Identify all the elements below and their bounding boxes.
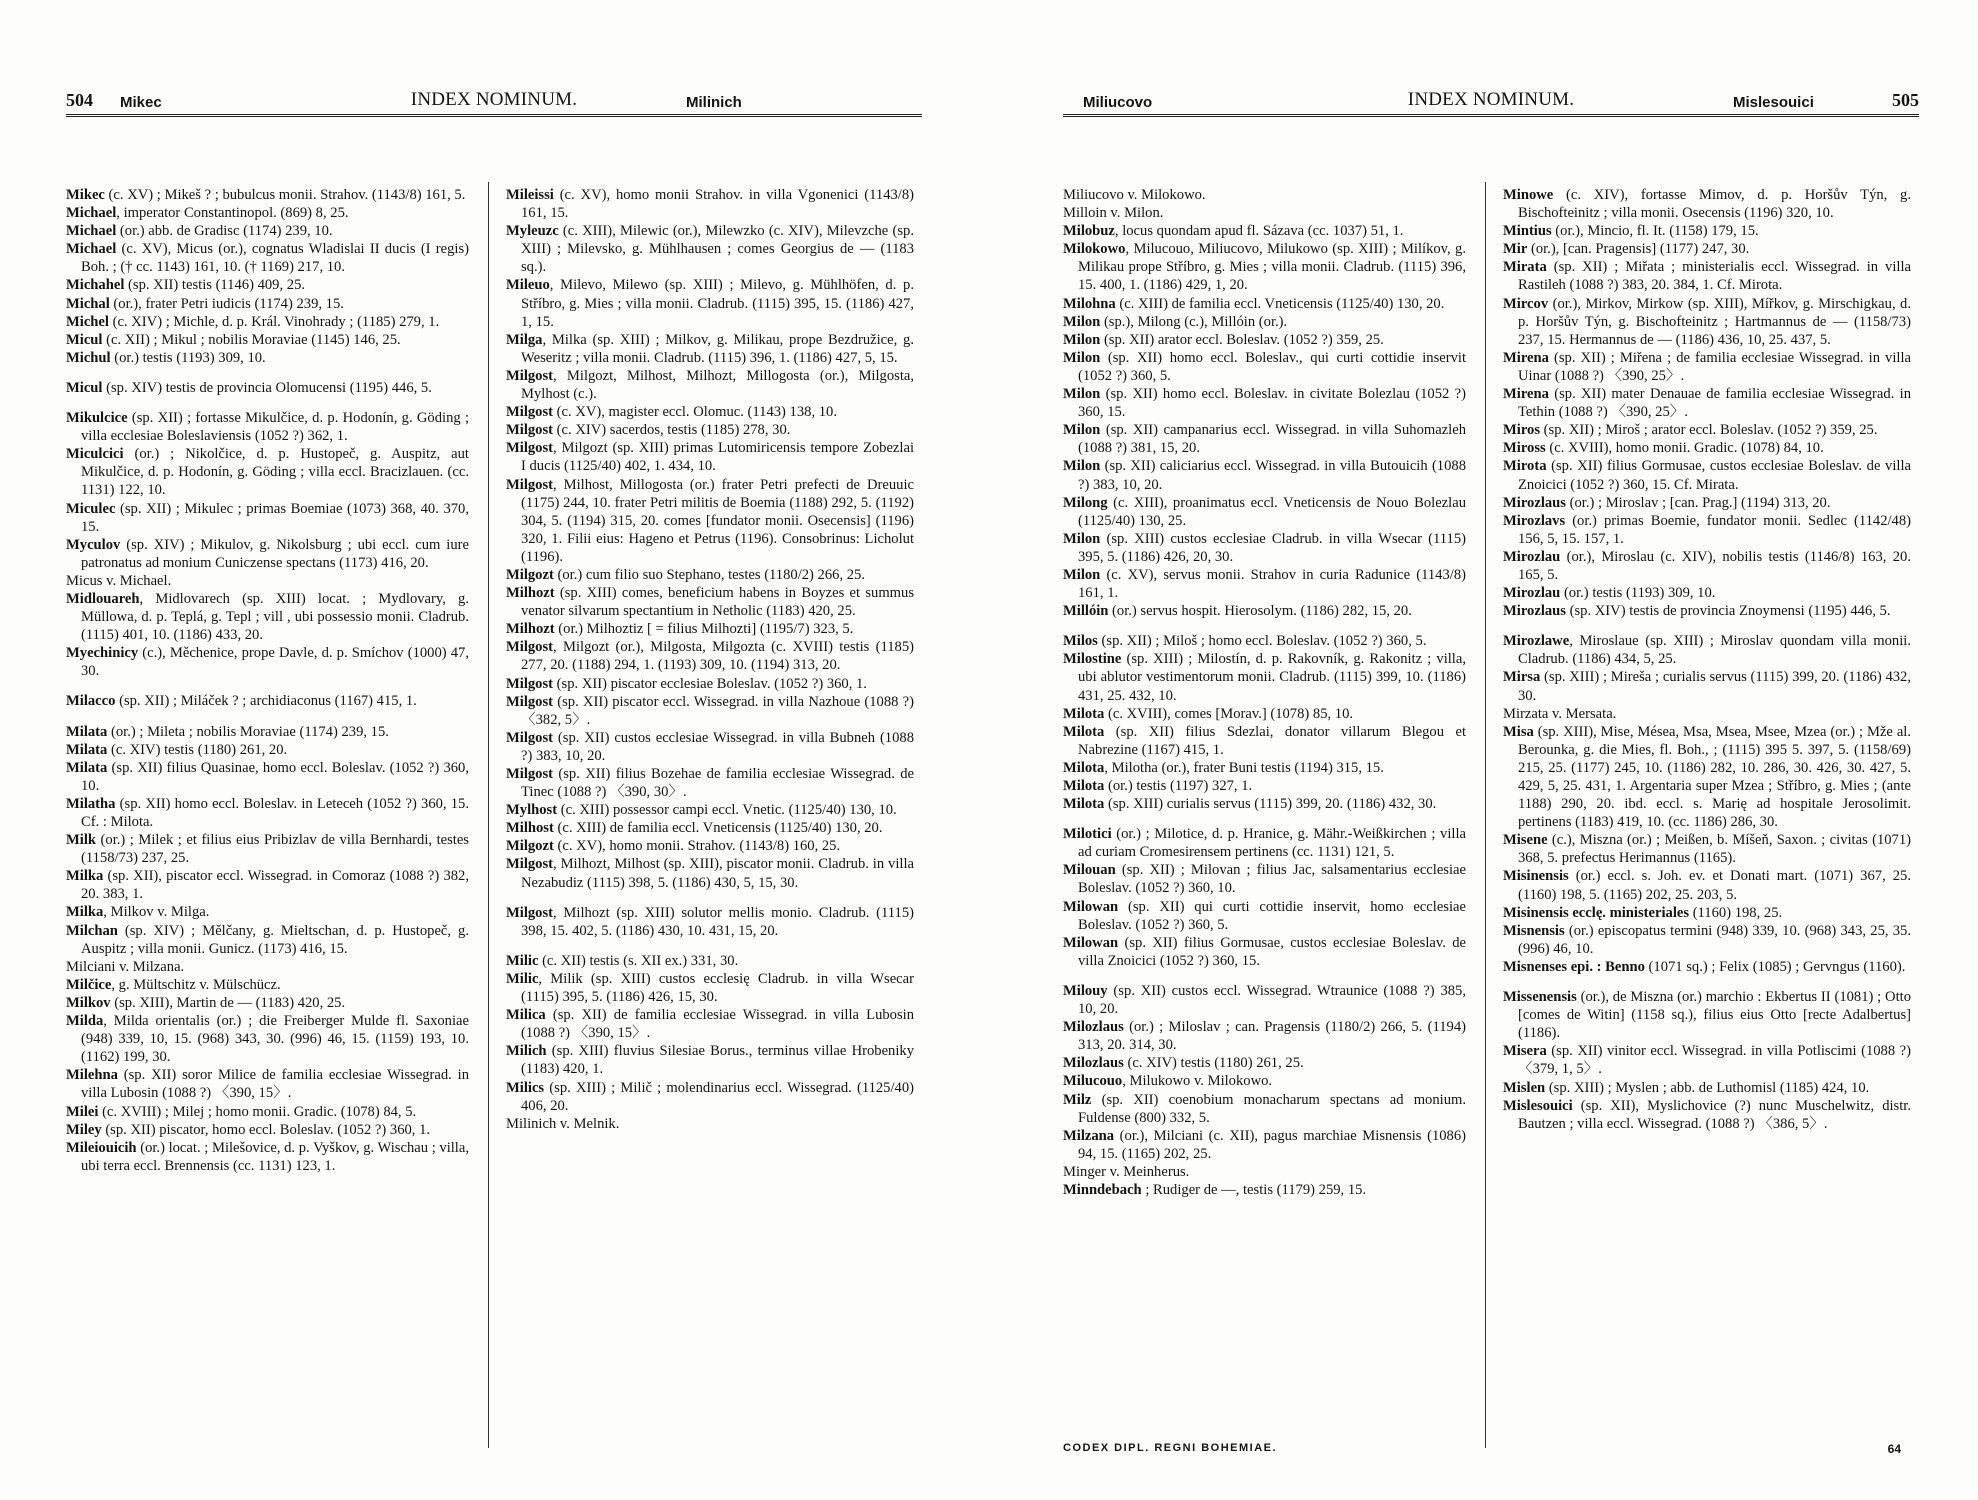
- index-entry: Milkov (sp. XIII), Martin de — (1183) 420, 25.: [66, 994, 346, 1011]
- index-entry: Milciani v. Milzana.: [66, 958, 185, 975]
- index-entry: Milohna (c. XIII) de familia eccl. Vneticensis (1125/40) 130, 20.: [1063, 295, 1445, 312]
- headword: Millóin: [1063, 603, 1109, 620]
- headword: Milz: [1063, 1091, 1092, 1108]
- headword: Milon: [1063, 349, 1101, 366]
- headword: Milgost: [506, 639, 554, 656]
- index-entry: Milota, Milotha (or.), frater Buni testis (1194) 315, 15.: [1063, 759, 1384, 776]
- headword: Milgost: [506, 422, 554, 439]
- headword: Mirozlavs: [1503, 512, 1566, 529]
- index-entry: Millóin (or.) servus hospit. Hierosolym. (1186) 282, 15, 20.: [1063, 603, 1412, 620]
- index-entry: Mirota (sp. XII) filius Gormusae, custos ecclesiae Boleslav. de villa Znoicici (1052 ?) 360, 15. Cf. Mirata.: [1503, 458, 1911, 493]
- headword: Milhozt: [506, 585, 555, 602]
- index-entry: Michul (or.) testis (1193) 309, 10.: [66, 349, 266, 366]
- headword: Misnenses epi. : Benno: [1503, 958, 1645, 975]
- index-entry: Michael (c. XV), Micus (or.), cognatus Wladislai II ducis (I regis) Boh. ; († cc. 1143) 161, 10. († 1169) 217, 10.: [66, 241, 469, 276]
- headword: Milics: [506, 1079, 545, 1096]
- headword: Milouy: [1063, 982, 1108, 999]
- headword: Milčice: [66, 976, 112, 993]
- headword: Mikec: [66, 187, 105, 203]
- headword: Missenensis: [1503, 989, 1577, 1006]
- headword: Milota: [1063, 796, 1105, 813]
- headword: Misnensis: [1503, 922, 1565, 939]
- index-entry: Miculcici (or.) ; Nikolčice, d. p. Hustopeč, g. Auspitz, aut Mikulčice, d. p. Hodonín, g. Göding ; villa eccl. Bracizlauen. (cc. 1131) 122, 10.: [66, 446, 469, 499]
- index-entry: Milic (c. XII) testis (s. XII ex.) 331, 30.: [506, 952, 739, 969]
- headword: Miross: [1503, 440, 1546, 457]
- headword: Mikulcice: [66, 410, 128, 427]
- headword: Milic: [506, 952, 539, 969]
- index-entry: Milatha (sp. XII) homo eccl. Boleslav. in Leteceh (1052 ?) 360, 15. Cf. : Milota.: [66, 795, 469, 830]
- headword: Mislen: [1503, 1079, 1546, 1096]
- index-entry: Milota (sp. XII) filius Sdezlai, donator villarum Blegou et Nabrezine (1167) 415, 1.: [1063, 723, 1466, 758]
- index-entry: Milic, Milik (sp. XIII) custos ecclesię Cladrub. in villa Wsecar (1115) 395, 5. (1186) 426, 15, 30.: [506, 970, 914, 1006]
- index-entry: Misnenses epi. : Benno (1071 sq.) ; Felix (1085) ; Gervngus (1160).: [1503, 958, 1906, 975]
- headword: Miley: [66, 1121, 102, 1138]
- headword: Myleuzc: [506, 223, 559, 240]
- index-entry: Milhozt (or.) Milhoztiz [ = filius Milhozti] (1195/7) 323, 5.: [506, 621, 854, 638]
- headword: Milic: [506, 970, 539, 987]
- headword: Misinensis: [1503, 868, 1569, 885]
- page-title: INDEX NOMINUM.: [1407, 89, 1575, 110]
- headword: Michael: [66, 241, 117, 258]
- index-entry: Milon (sp. XII) arator eccl. Boleslav. (1052 ?) 359, 25.: [1063, 331, 1384, 348]
- index-entry: Milgozt (c. XV), homo monii. Strahov. (1143/8) 160, 25.: [506, 838, 841, 855]
- headword: Milon: [1063, 422, 1101, 439]
- index-entry: Milda, Milda orientalis (or.) ; die Freiberger Mulde fl. Saxoniae (948) 339, 10, 15. (968) 343, 30. (996) 46, 15. (1159) 193, 10. (1162) 199, 30.: [66, 1013, 469, 1066]
- headword: Milk: [66, 832, 96, 849]
- index-entry: Myculov (sp. XIV) ; Mikulov, g. Nikolsburg ; ubi eccl. cum iure patronatus ad monium Cuniczense spectans (1173) 416, 20.: [66, 536, 469, 571]
- index-entry: Milacco (sp. XII) ; Miláček ? ; archidiaconus (1167) 415, 1.: [66, 693, 417, 710]
- first-word-guide: Mikec: [120, 94, 162, 111]
- headword: Milota: [1063, 778, 1105, 794]
- headword: Mirozlaus: [1503, 494, 1566, 511]
- headword: Milota: [1063, 723, 1105, 740]
- headword: Milozlaus: [1063, 1055, 1124, 1072]
- index-entry: Milhost (c. XIII) de familia eccl. Vneticensis (1125/40) 130, 20.: [506, 820, 883, 837]
- index-entry: Milgost (sp. XII) filius Bozehae de familia ecclesiae Wissegrad. de Tinec (1088 ?) 〈390, 30〉.: [506, 766, 914, 801]
- index-entry: Miliucovo v. Milokowo.: [1063, 187, 1206, 203]
- headword: Mircov: [1503, 295, 1549, 312]
- headword: Milich: [506, 1043, 547, 1060]
- headword: Milon: [1063, 386, 1101, 403]
- headword: Mirata: [1503, 259, 1547, 276]
- index-entry: Milon (sp. XII) campanarius eccl. Wissegrad. in villa Suhomazleh (1088 ?) 381, 15, 20.: [1063, 422, 1466, 457]
- index-entry: Mikec (c. XV) ; Mikeš ? ; bubulcus monii. Strahov. (1143/8) 161, 5.: [66, 187, 466, 203]
- index-entry: Milehna (sp. XII) soror Milice de familia ecclesiae Wissegrad. in villa Lubosin (1088 ?) 〈390, 15〉.: [66, 1067, 469, 1102]
- index-entry: Misera (sp. XII) vinitor eccl. Wissegrad. in villa Potliscimi (1088 ?) 〈379, 1, 5〉.: [1503, 1043, 1911, 1078]
- headword: Milhozt: [506, 621, 555, 638]
- index-entry: Michel (c. XIV) ; Michle, d. p. Král. Vinohrady ; (1185) 279, 1.: [66, 313, 440, 330]
- headword: Mylhost: [506, 802, 558, 819]
- index-entry: Miley (sp. XII) piscator, homo eccl. Boleslav. (1052 ?) 360, 1.: [66, 1121, 431, 1138]
- index-entry: Milk (or.) ; Milek ; et filius eius Pribizlav de villa Bernhardi, testes (1158/73) 237, 25.: [66, 832, 469, 867]
- index-entry: Milos (sp. XII) ; Miloš ; homo eccl. Boleslav. (1052 ?) 360, 5.: [1063, 633, 1427, 650]
- headword: Mileissi: [506, 187, 554, 203]
- headword: Milgost: [506, 675, 554, 692]
- last-word-guide: Mislesouici: [1733, 94, 1814, 111]
- headword: Mirozlau: [1503, 585, 1561, 602]
- index-entry: Milinich v. Melnik.: [506, 1115, 620, 1132]
- headword: Michel: [66, 313, 109, 330]
- index-entry: Mirena (sp. XII) mater Denauae de familia ecclesiae Wissegrad. in Tethin (1088 ?) 〈390, 25〉.: [1503, 386, 1911, 421]
- index-entry: Mirozlaus (sp. XIV) testis de provincia Znoymensi (1195) 446, 5.: [1503, 603, 1891, 620]
- index-entry: Milka (sp. XII), piscator eccl. Wissegrad. in Comoraz (1088 ?) 382, 20. 383, 1.: [66, 868, 469, 903]
- headword: Milgost: [506, 856, 554, 873]
- headword: Milatha: [66, 795, 116, 812]
- headword: Milota: [1063, 705, 1105, 722]
- index-entry: Mirozlavs (or.) primas Boemie, fundator monii. Sedlec (1142/48) 156, 5, 15. 157, 1.: [1503, 512, 1911, 547]
- headword: Milka: [66, 904, 104, 921]
- headword: Minndebach: [1063, 1181, 1142, 1198]
- index-entry: Mirzata v. Mersata.: [1503, 705, 1617, 722]
- headword: Milon: [1063, 566, 1101, 583]
- index-entry: Myleuzc (c. XIII), Milewic (or.), Milewzko (c. XIV), Milevzche (sp. XIII) ; Milevsko, g. Mühlhausen ; comes Georgius de — (1183 sq.).: [506, 223, 914, 276]
- index-entry: Milei (c. XVIII) ; Milej ; homo monii. Gradic. (1078) 84, 5.: [66, 1103, 417, 1120]
- index-entry: Myechinicy (c.), Měchenice, prope Davle, d. p. Smíchov (1000) 47, 30.: [66, 645, 469, 680]
- headword: Milgost: [506, 693, 554, 710]
- headword: Michul: [66, 349, 111, 366]
- headword: Misera: [1503, 1043, 1547, 1060]
- index-entry: Milowan (sp. XII) qui curti cottidie inservit, homo ecclesiae Boleslav. (1052 ?) 360, 5.: [1063, 898, 1466, 933]
- headword: Milostine: [1063, 651, 1122, 668]
- index-entry: Milata (or.) ; Mileta ; nobilis Moraviae (1174) 239, 15.: [66, 723, 389, 740]
- headword: Milacco: [66, 693, 116, 710]
- index-entry: Mir (or.), [can. Pragensis] (1177) 247, 30.: [1503, 241, 1750, 258]
- page-number: 505: [1892, 90, 1919, 110]
- index-entry: Milgost, Milgozt (or.), Milgosta, Milgozta (c. XVIII) testis (1185) 277, 20. (1188) 294, 1. (1193) 309, 10. (1194) 313, 20.: [506, 639, 914, 674]
- index-entry: Milucouo, Milukowo v. Milokowo.: [1063, 1073, 1273, 1090]
- page-number: 504: [66, 90, 93, 110]
- headword: Milowan: [1063, 898, 1119, 915]
- headword: Milohna: [1063, 295, 1116, 312]
- index-entry: Micul (sp. XIV) testis de provincia Olomucensi (1195) 446, 5.: [66, 379, 432, 396]
- index-entry: Mylhost (c. XIII) possessor campi eccl. Vnetic. (1125/40) 130, 10.: [506, 802, 897, 819]
- index-entry: Miculec (sp. XII) ; Mikulec ; primas Boemiae (1073) 368, 40. 370, 15.: [66, 500, 469, 535]
- headword: Mirozlau: [1503, 548, 1561, 565]
- headword: Milgozt: [506, 566, 554, 583]
- index-entry: Milon (sp. XII) caliciarius eccl. Wissegrad. in villa Butouicih (1088 ?) 383, 10, 20.: [1063, 458, 1466, 493]
- index-entry: Michael, imperator Constantinopol. (869) 8, 25.: [66, 205, 349, 222]
- headword: Milgost: [506, 729, 554, 746]
- index-entry: Milgost, Milhozt (sp. XIII) solutor mellis monio. Cladrub. (1115) 398, 15. 402, 5. (1186) 430, 10. 431, 15, 20.: [506, 904, 914, 939]
- headword: Mintius: [1503, 223, 1552, 240]
- index-entry: Milgost (c. XIV) sacerdos, testis (1185) 278, 30.: [506, 422, 791, 439]
- headword: Milgost: [506, 904, 554, 921]
- index-entry: Mislesouici (sp. XII), Myslichovice (?) nunc Muschelwitz, distr. Bautzen ; villa eccl. Wissegrad. (1088 ?) 〈386, 5〉.: [1503, 1097, 1911, 1132]
- headword: Milotici: [1063, 826, 1112, 843]
- index-entry: Milong (c. XIII), proanimatus eccl. Vneticensis de Nouo Bolezlau (1125/40) 130, 25.: [1063, 494, 1466, 529]
- index-entry: Milga, Milka (sp. XIII) ; Milkov, g. Milikau, prope Bezdružice, g. Weseritz ; villa monii. Cladrub. (1115) 396, 1. (1186) 427, 5, 15.: [506, 331, 914, 366]
- headword: Milon: [1063, 331, 1101, 348]
- index-entry: Milich (sp. XIII) fluvius Silesiae Borus., terminus villae Hrobeniky (1183) 420, 1.: [506, 1043, 914, 1078]
- sheet-number: 64: [1887, 1442, 1901, 1456]
- index-entry: Michahel (sp. XII) testis (1146) 409, 25.: [66, 277, 306, 294]
- headword: Milka: [66, 868, 104, 885]
- signature-mark: CODEX DIPL. REGNI BOHEMIAE.: [1063, 1442, 1278, 1454]
- index-entry: Micul (c. XII) ; Mikul ; nobilis Moraviae (1145) 146, 25.: [66, 331, 401, 348]
- index-entry: Mislen (sp. XIII) ; Myslen ; abb. de Luthomisl (1185) 424, 10.: [1503, 1079, 1870, 1096]
- index-entry: Milon (c. XV), servus monii. Strahov in curia Radunice (1143/8) 161, 1.: [1063, 566, 1466, 602]
- index-entry: Milgost, Milhost, Millogosta (or.) frater Petri prefecti de Dreuuic (1175) 244, 10. frater Petri militis de Boemia (1188) 292, 5. (1192) 304, 5. (1194) 315, 20. comes [fundator monii. Osecensis] (1196) 320, 1. Filii eius: Hageno et Petrus (1196). Consobrinus: Licholut (1196).: [506, 476, 914, 565]
- index-entry: Milgost, Milgozt (sp. XIII) primas Lutomiricensis tempore Zobezlai I ducis (1125/40) 402, 1. 434, 10.: [506, 440, 914, 475]
- headword: Milica: [506, 1007, 546, 1024]
- last-word-guide: Milinich: [686, 94, 742, 111]
- left-page: [66, 0, 922, 1500]
- headword: Milgost: [506, 476, 554, 493]
- index-entry: Milostine (sp. XIII) ; Milostín, d. p. Rakovník, g. Rakonitz ; villa, ubi ablutor vestimentorum monii. Cladrub. (1115) 399, 10. (1186) 431, 25. 432, 10.: [1063, 651, 1466, 704]
- headword: Milowan: [1063, 934, 1119, 951]
- index-entry: Milgost, Milgozt, Milhost, Milhozt, Millogosta (or.), Milgosta, Mylhost (c.).: [506, 367, 914, 403]
- index-entry: Minger v. Meinherus.: [1063, 1163, 1190, 1180]
- index-entry: Milgost (sp. XII) piscator eccl. Wissegrad. in villa Nazhoue (1088 ?) 〈382, 5〉.: [506, 693, 914, 728]
- headword: Misene: [1503, 832, 1548, 849]
- headword: Mileiouicih: [66, 1139, 137, 1156]
- index-entry: Minndebach ; Rudiger de —, testis (1179) 259, 15.: [1063, 1181, 1367, 1198]
- headword: Milkov: [66, 994, 111, 1011]
- headword: Milgozt: [506, 838, 554, 855]
- index-entry: Milon (sp. XIII) custos ecclesiae Cladrub. in villa Wsecar (1115) 395, 5. (1186) 426, 20, 30.: [1063, 530, 1466, 565]
- index-entry: Milgost (sp. XII) custos ecclesiae Wissegrad. in villa Bubneh (1088 ?) 383, 10, 20.: [506, 729, 914, 764]
- index-entry: Milozlaus (or.) ; Miloslav ; can. Pragensis (1180/2) 266, 5. (1194) 313, 20. 314, 30.: [1063, 1019, 1466, 1054]
- index-entry: Milouy (sp. XII) custos eccl. Wissegrad. Wtraunice (1088 ?) 385, 10, 20.: [1063, 982, 1466, 1018]
- index-entry: Midlouareh, Midlovarech (sp. XIII) locat. ; Mydlovary, g. Müllowa, d. p. Teplá, g. Tepl ; vill , ubi possessio monii. Cladrub. (1115) 401, 10. (1186) 433, 20.: [66, 590, 469, 644]
- headword: Michahel: [66, 277, 125, 294]
- headword: Milata: [66, 741, 108, 758]
- headword: Milucouo: [1063, 1073, 1123, 1090]
- headword: Milgost: [506, 766, 554, 782]
- headword: Milozlaus: [1063, 1019, 1124, 1036]
- index-column-2: [506, 186, 914, 1133]
- headword: Minowe: [1503, 187, 1554, 203]
- index-entry: Milica (sp. XII) de familia ecclesiae Wissegrad. in villa Lubosin (1088 ?) 〈390, 15〉.: [506, 1007, 914, 1042]
- headword: Misinensis ecclę. ministeriales: [1503, 904, 1690, 921]
- headword: Milota: [1063, 759, 1105, 776]
- headword: Milei: [66, 1103, 99, 1120]
- index-entry: Mileissi (c. XV), homo monii Strahov. in villa Vgonenici (1143/8) 161, 15.: [506, 187, 914, 222]
- index-entry: Mirozlau (or.) testis (1193) 309, 10.: [1503, 585, 1716, 602]
- index-entry: Mirozlau (or.), Miroslau (c. XIV), nobilis testis (1146/8) 163, 20. 165, 5.: [1503, 548, 1911, 583]
- headword: Milos: [1063, 633, 1098, 650]
- headword: Milehna: [66, 1067, 118, 1084]
- first-word-guide: Miliucovo: [1083, 94, 1153, 111]
- headword: Michal: [66, 295, 110, 312]
- index-entry: Mirsa (sp. XIII) ; Mireša ; curialis servus (1115) 399, 20. (1186) 432, 30.: [1503, 669, 1911, 704]
- headword: Mirsa: [1503, 669, 1541, 686]
- headword: Milata: [66, 723, 108, 740]
- index-entry: Milon (sp. XII) homo eccl. Boleslav. in civitate Bolezlau (1052 ?) 360, 15.: [1063, 386, 1466, 421]
- index-entry: Miros (sp. XII) ; Miroš ; arator eccl. Boleslav. (1052 ?) 359, 25.: [1503, 422, 1878, 439]
- headword: Mirozlaus: [1503, 603, 1566, 620]
- headword: Myechinicy: [66, 645, 139, 662]
- index-entry: Milgost (c. XV), magister eccl. Olomuc. (1143) 138, 10.: [506, 404, 837, 421]
- index-entry: Milzana (or.), Milciani (c. XII), pagus marchiae Misnensis (1086) 94, 15. (1165) 202, 25.: [1063, 1127, 1466, 1162]
- index-entry: Michael (or.) abb. de Gradisc (1174) 239, 10.: [66, 223, 333, 240]
- running-head: [66, 89, 922, 117]
- right-page: [1063, 0, 1919, 1500]
- headword: Milouan: [1063, 862, 1116, 879]
- running-head: [1063, 89, 1919, 117]
- headword: Milon: [1063, 458, 1101, 475]
- headword: Mirena: [1503, 386, 1549, 403]
- index-entry: Milgozt (or.) cum filio suo Stephano, testes (1180/2) 266, 25.: [506, 566, 865, 583]
- index-entry: Micus v. Michael.: [66, 572, 172, 589]
- page-title: INDEX NOMINUM.: [410, 89, 578, 110]
- headword: Miculec: [66, 500, 116, 517]
- index-entry: Milota (sp. XIII) curialis servus (1115) 399, 20. (1186) 432, 30.: [1063, 796, 1437, 813]
- index-entry: Mirozlaus (or.) ; Miroslav ; [can. Prag.] (1194) 313, 20.: [1503, 494, 1831, 511]
- index-entry: Mirena (sp. XII) ; Miřena ; de familia ecclesiae Wissegrad. in villa Uinar (1088 ?) 〈390, 25〉.: [1503, 349, 1911, 384]
- index-entry: Milowan (sp. XII) filius Gormusae, custos ecclesiae Boleslav. de villa Znoicici (1052 ?) 360, 15.: [1063, 934, 1466, 969]
- index-entry: Milotici (or.) ; Milotice, d. p. Hranice, g. Mähr.-Weißkirchen ; villa ad curiam Cromesirensem pertinens (cc. 1131) 121, 5.: [1063, 826, 1466, 861]
- headword: Michael: [66, 205, 117, 222]
- index-entry: Mileiouicih (or.) locat. ; Milešovice, d. p. Vyškov, g. Wischau ; villa, ubi terra eccl. Brennensis (cc. 1131) 123, 1.: [66, 1139, 469, 1174]
- headword: Milon: [1063, 530, 1101, 547]
- headword: Milgost: [506, 440, 554, 457]
- headword: Micul: [66, 379, 103, 396]
- headword: Milzana: [1063, 1127, 1115, 1144]
- headword: Miculcici: [66, 446, 124, 463]
- index-entry: Milouan (sp. XII) ; Milovan ; filius Jac, salsamentarius ecclesiae Boleslav. (1052 ?) 360, 10.: [1063, 862, 1466, 897]
- headword: Mir: [1503, 241, 1528, 258]
- index-entry: Milgost, Milhozt, Milhost (sp. XIII), piscator monii. Cladrub. in villa Nezabudiz (1115) 398, 5. (1186) 430, 5, 15, 30.: [506, 856, 914, 891]
- column-divider: [488, 182, 489, 1448]
- index-entry: Mirata (sp. XII) ; Miřata ; ministerialis eccl. Wissegrad. in villa Rastileh (1088 ?) 383, 20. 384, 1. Cf. Mirota.: [1503, 259, 1911, 294]
- index-entry: Misene (c.), Miszna (or.) ; Meißen, b. Míšeň, Saxon. ; civitas (1071) 368, 5. prefectus Herimannus (1165).: [1503, 832, 1911, 867]
- headword: Milgost: [506, 367, 554, 384]
- headword: Micul: [66, 331, 103, 348]
- index-entry: Milata (c. XIV) testis (1180) 261, 20.: [66, 741, 288, 758]
- headword: Milga: [506, 331, 543, 348]
- index-entry: Milon (sp. XII) homo eccl. Boleslav., qui curti cottidie inservit (1052 ?) 360, 5.: [1063, 349, 1466, 384]
- headword: Michael: [66, 223, 117, 240]
- headword: Milda: [66, 1013, 104, 1030]
- headword: Milokowo: [1063, 241, 1126, 258]
- index-entry: Misnensis (or.) episcopatus termini (948) 339, 10. (968) 343, 25, 35. (996) 46, 10.: [1503, 922, 1911, 957]
- index-entry: Milota (or.) testis (1197) 327, 1.: [1063, 778, 1253, 794]
- index-entry: Milgost (sp. XII) piscator ecclesiae Boleslav. (1052 ?) 360, 1.: [506, 675, 867, 692]
- index-entry: Miross (c. XVIII), homo monii. Gradic. (1078) 84, 10.: [1503, 440, 1824, 457]
- index-entry: Mikulcice (sp. XII) ; fortasse Mikulčice, d. p. Hodonín, g. Göding ; villa ecclesiae Boleslaviensis (1052 ?) 362, 1.: [66, 410, 469, 445]
- headword: Mileuo: [506, 277, 550, 294]
- index-entry: Milata (sp. XII) filius Quasinae, homo eccl. Boleslav. (1052 ?) 360, 10.: [66, 759, 469, 794]
- headword: Milata: [66, 759, 108, 776]
- index-column-2: [1503, 186, 1911, 1133]
- index-entry: Milozlaus (c. XIV) testis (1180) 261, 25.: [1063, 1055, 1304, 1072]
- index-entry: Milobuz, locus quondam apud fl. Sázava (cc. 1037) 51, 1.: [1063, 223, 1404, 240]
- index-entry: Misinensis ecclę. ministeriales (1160) 198, 25.: [1503, 904, 1783, 921]
- index-entry: Mintius (or.), Mincio, fl. It. (1158) 179, 15.: [1503, 223, 1759, 240]
- index-entry: Milota (c. XVIII), comes [Morav.] (1078) 85, 10.: [1063, 705, 1354, 722]
- headword: Myculov: [66, 536, 121, 553]
- headword: Milchan: [66, 922, 118, 939]
- index-entry: Milz (sp. XII) coenobium monacharum spectans ad monium. Fuldense (800) 332, 5.: [1063, 1091, 1466, 1126]
- index-entry: Michal (or.), frater Petri iudicis (1174) 239, 15.: [66, 295, 344, 312]
- index-entry: Minowe (c. XIV), fortasse Mimov, d. p. Horšův Týn, g. Bischofteinitz ; villa monii. Osecensis (1196) 320, 10.: [1503, 187, 1911, 222]
- index-entry: Milka, Milkov v. Milga.: [66, 904, 210, 921]
- headword: Mislesouici: [1503, 1097, 1573, 1114]
- headword: Mirozlawe: [1503, 633, 1570, 650]
- headword: Milobuz: [1063, 223, 1115, 240]
- headword: Miros: [1503, 422, 1541, 439]
- headword: Milgost: [506, 404, 554, 421]
- headword: Milon: [1063, 313, 1101, 330]
- index-entry: Misinensis (or.) eccl. s. Joh. ev. et Donati mart. (1071) 367, 25. (1160) 198, 5. (1165) 202, 25. 203, 5.: [1503, 868, 1911, 903]
- index-entry: Milhozt (sp. XIII) comes, beneficium habens in Boyzes et summus venator silvarum spectantium in Netholic (1183) 420, 25.: [506, 585, 914, 620]
- index-column-1: [1063, 186, 1466, 1199]
- headword: Misa: [1503, 723, 1534, 740]
- index-entry: Milčice, g. Mültschitz v. Mülschücz.: [66, 976, 281, 993]
- column-divider: [1485, 182, 1486, 1448]
- index-entry: Milics (sp. XIII) ; Milič ; molendinarius eccl. Wissegrad. (1125/40) 406, 20.: [506, 1079, 914, 1114]
- index-entry: Milon (sp.), Milong (c.), Millóin (or.).: [1063, 313, 1288, 330]
- index-entry: Milokowo, Milucouo, Miliucovo, Milukowo (sp. XIII) ; Milíkov, g. Milikau prope Stříbro, g. Mies ; villa monii. Cladrub. (1115) 396, 15. 400, 1. (1186) 429, 1, 20.: [1063, 241, 1466, 294]
- headword: Milong: [1063, 494, 1108, 511]
- headword: Mirena: [1503, 349, 1549, 366]
- index-entry: Mileuo, Milevo, Milewo (sp. XIII) ; Milevo, g. Mühlhöfen, d. p. Stříbro, g. Mies ; villa monii. Cladrub. (1115) 395, 15. (1186) 427, 1, 15.: [506, 277, 914, 330]
- headword: Mirota: [1503, 458, 1547, 475]
- headword: Midlouareh: [66, 590, 140, 607]
- headword: Milhost: [506, 820, 554, 837]
- index-entry: Milchan (sp. XIV) ; Mělčany, g. Mieltschan, d. p. Hustopeč, g. Auspitz ; villa monii. Gunicz. (1173) 416, 15.: [66, 922, 469, 957]
- index-entry: Milloin v. Milon.: [1063, 205, 1164, 222]
- index-entry: Mircov (or.), Mirkov, Mirkow (sp. XIII), Mířkov, g. Mirschigkau, d. p. Horšův Týn, g. Bischofteinitz ; Hartmannus de — (1158/73) 237, 15. Hermannus de — (1186) 436, 10, 25. 437, 5.: [1503, 295, 1911, 348]
- index-entry: Missenensis (or.), de Miszna (or.) marchio : Ekbertus II (1081) ; Otto [comes de Witin] (1158 sq.), filius eius Otto [recte Adalbertus] (1186).: [1503, 989, 1911, 1042]
- index-entry: Mirozlawe, Miroslaue (sp. XIII) ; Miroslav quondam villa monii. Cladrub. (1186) 434, 5, 25.: [1503, 633, 1911, 668]
- index-column-1: [66, 186, 469, 1175]
- index-entry: Misa (sp. XIII), Mise, Mésea, Msa, Msea, Msee, Mzea (or.) ; Mže al. Berounka, g. die Mies, fl. Boh., ; (1115) 395 5. 397, 5. (1158/69) 215, 25. (1177) 245, 10. (1186) 282, 10. 286, 30. 426, 30. 427, 5. 429, 5, 25. 431, 1. Argentaria super Mzea ; Stříbro, g. Mies ; (ante 1188) 290, 20. ibd. eccl. s. Marię ad hospitale Jerosolimit. pertinens (1183) 419, 10. (cc. 1186) 286, 30.: [1503, 723, 1911, 831]
